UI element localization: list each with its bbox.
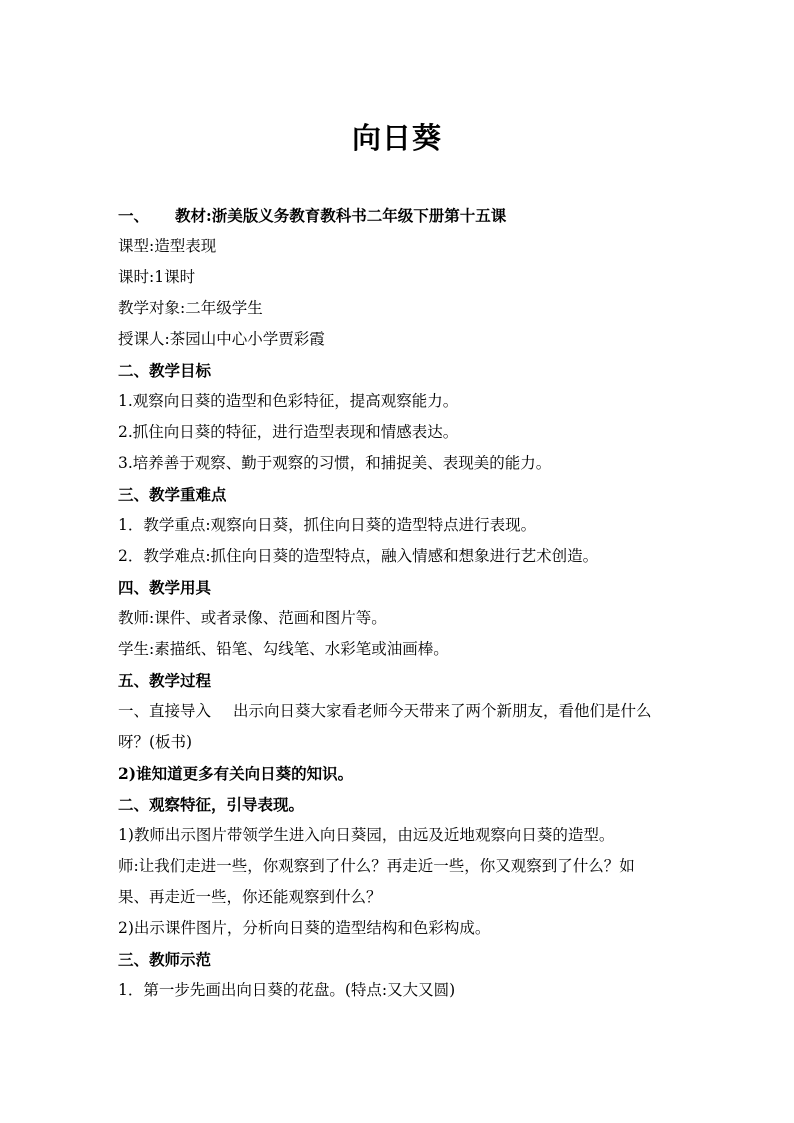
section-heading: 五、教学过程 [118,671,212,690]
text-line: 授课人:茶园山中心小学贾彩霞 [118,330,325,348]
text-line: 师:让我们走进一些，你观察到了什么？再走近一些，你又观察到了什么？如 [118,857,635,875]
text-line: 1)教师出示图片带领学生进入向日葵园，由远及近地观察向日葵的造型。 [118,826,615,844]
section-heading-text: 教材:浙美版义务教育教科书二年级下册第十五课 [175,206,507,225]
text-line: 1．第一步先画出向日葵的花盘。(特点:又大又圆) [118,981,456,999]
text-line: 1.观察向日葵的造型和色彩特征，提高观察能力。 [118,392,459,410]
text-line: 学生:素描纸、铅笔、勾线笔、水彩笔或油画棒。 [118,640,449,658]
section-heading: 二、观察特征，引导表现。 [118,795,305,814]
section-heading: 四、教学用具 [118,578,212,597]
text-line: 课型:造型表现 [118,237,217,255]
text-line: 教师:课件、或者录像、范画和图片等。 [118,609,387,627]
section-heading: 三、教学重难点 [118,485,227,504]
text-line: 3.培养善于观察、勤于观察的习惯，和捕捉美、表现美的能力。 [118,454,552,472]
section-heading: 二、教学目标 [118,361,212,380]
text-fragment: 出示向日葵大家看老师今天带来了两个新朋友，看他们是什么 [233,702,652,720]
text-line: 教学对象:二年级学生 [118,299,263,317]
text-line: 呀？(板书) [118,733,193,751]
section-heading: 三、教师示范 [118,950,212,969]
text-line: 2)出示课件图片，分析向日葵的造型结构和色彩构成。 [118,919,491,937]
text-line: 2．教学难点:抓住向日葵的造型特点，融入情感和想象进行艺术创造。 [118,547,599,565]
text-line: 果、再走近一些，你还能观察到什么？ [118,888,382,906]
text-line: 1．教学重点:观察向日葵，抓住向日葵的造型特点进行表现。 [118,516,537,534]
text-fragment: 一、直接导入 [118,702,212,720]
bold-text-line: 2)谁知道更多有关向日葵的知识。 [118,764,354,783]
document-body [118,200,678,1006]
section-number: 一、 [118,206,150,225]
section-heading-textbook [118,200,678,231]
page-title: 向日葵 [351,121,442,155]
text-line [118,696,678,727]
text-line: 2.抓住向日葵的特征，进行造型表现和情感表达。 [118,423,459,441]
text-line: 课时:1课时 [118,268,196,286]
